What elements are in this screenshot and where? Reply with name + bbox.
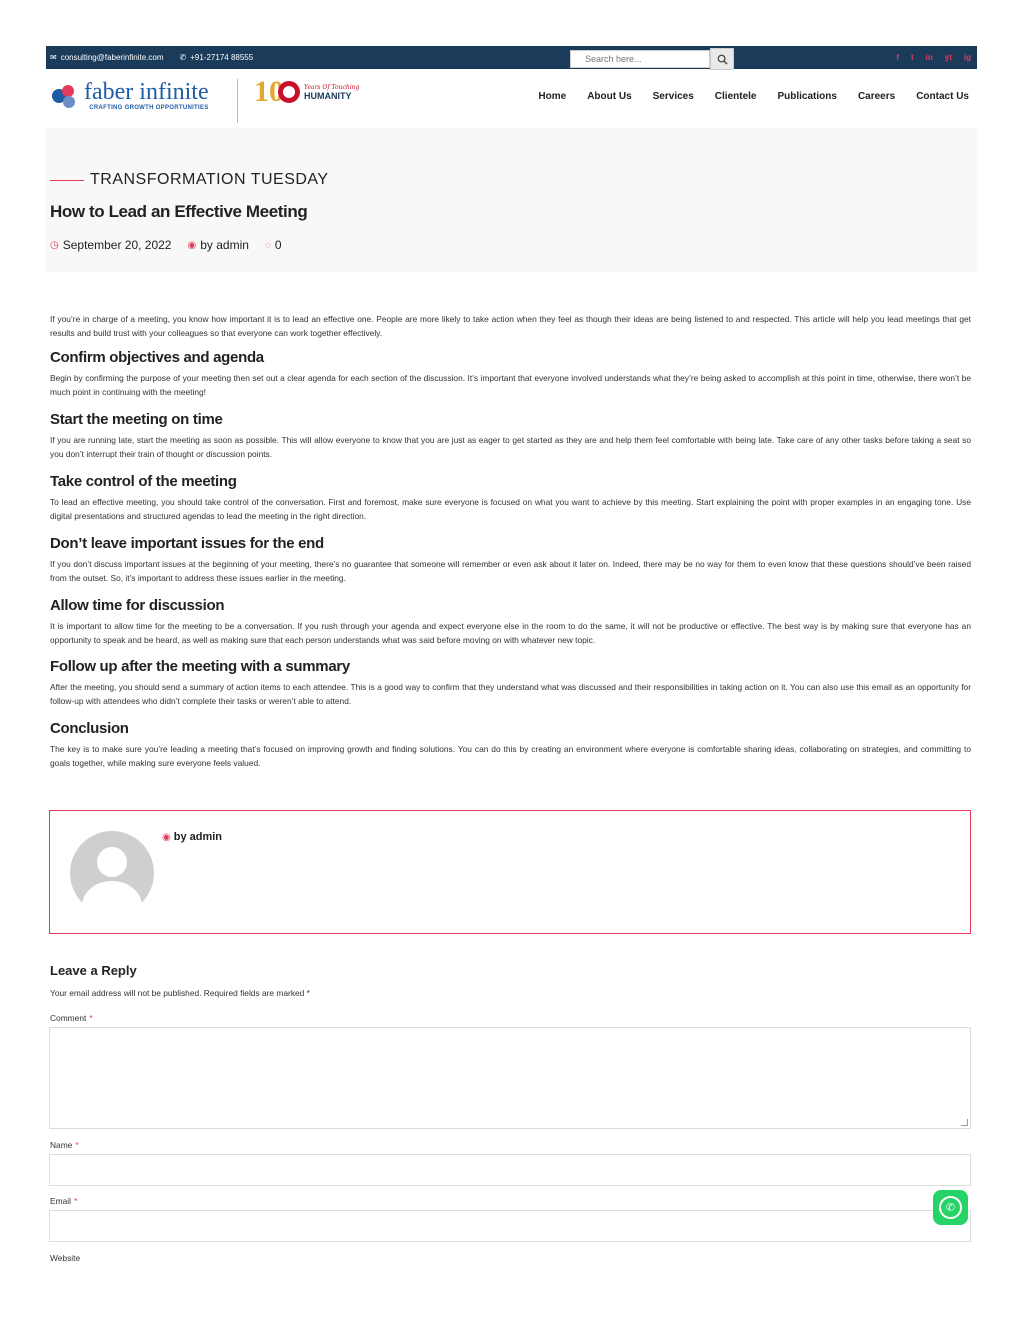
nav-home[interactable]: Home bbox=[538, 91, 567, 102]
clock-icon: ◷ bbox=[50, 239, 59, 251]
website-label bbox=[50, 1253, 80, 1263]
top-bar bbox=[46, 46, 977, 69]
reply-note: Your email address will not be published. Required fields are marked * bbox=[50, 988, 310, 998]
name-label bbox=[50, 1140, 79, 1150]
logo-divider bbox=[237, 79, 238, 123]
required-mark: * bbox=[75, 1140, 79, 1150]
nav-services[interactable]: Services bbox=[652, 91, 694, 102]
phone-icon: ✆ bbox=[179, 53, 187, 62]
main-nav bbox=[517, 91, 969, 102]
section-body: If you are running late, start the meeting as soon as possible. This will allow everyone to know that you are just as eager to get started as they are and help them feel comfortable with being late. Take care of any other tasks before taking a seat so you don’t interrupt their train of thought or discussion points. bbox=[50, 435, 971, 459]
phone-text: +91-27174 88555 bbox=[190, 53, 254, 62]
search-bar bbox=[570, 48, 734, 70]
post-meta bbox=[50, 238, 298, 252]
post-author[interactable] bbox=[187, 238, 248, 252]
anniversary-badge bbox=[254, 75, 359, 109]
facebook-icon[interactable]: f bbox=[896, 53, 899, 62]
post-comments[interactable] bbox=[265, 238, 282, 252]
whatsapp-icon: ✆ bbox=[939, 1196, 962, 1219]
comment-textarea[interactable] bbox=[49, 1027, 971, 1129]
search-input[interactable] bbox=[570, 50, 710, 68]
author-link[interactable] bbox=[162, 831, 222, 843]
author-name-text: by admin bbox=[173, 831, 223, 843]
nav-about-us[interactable]: About Us bbox=[587, 91, 632, 102]
section-heading: Follow up after the meeting with a summary bbox=[50, 658, 350, 675]
site-header bbox=[46, 69, 977, 127]
comment-label-text: Comment bbox=[50, 1013, 87, 1023]
avatar bbox=[70, 831, 154, 915]
instagram-icon[interactable]: ig bbox=[963, 53, 971, 62]
post-intro: If you’re in charge of a meeting, you know how important it is to lead an effective one. People are more likely to take action when they feel as though their ideas are being listened to and respected. This article will help you lead meetings that get results and build trust with your colleagues so that everyone can work together effectively. bbox=[50, 314, 971, 338]
search-icon bbox=[717, 54, 728, 65]
required-mark: * bbox=[89, 1013, 93, 1023]
category-label: TRANSFORMATION TUESDAY bbox=[90, 171, 329, 188]
whatsapp-button[interactable] bbox=[933, 1190, 968, 1225]
post-author-text: by admin bbox=[200, 238, 249, 252]
brand-tagline: CRAFTING GROWTH OPPORTUNITIES bbox=[89, 105, 209, 111]
logo-mark-icon bbox=[52, 83, 78, 109]
website-label-text: Website bbox=[50, 1253, 81, 1263]
youtube-icon[interactable]: yt bbox=[944, 53, 952, 62]
post-date-text: September 20, 2022 bbox=[62, 238, 172, 252]
email-label-text: Email bbox=[50, 1196, 71, 1206]
section-body: It is important to allow time for the meeting to be a conversation. If you rush through your agenda and expect everyone else in the room to do the same, it will not be productive or effective. The best way is by making sure that everyone has an opportunity to speak and be heard, as well as making sure that each person understands what was said before moving on with whatever new topic. bbox=[50, 621, 971, 645]
post-date[interactable] bbox=[50, 238, 171, 252]
reply-title: Leave a Reply bbox=[50, 963, 137, 978]
nav-careers[interactable]: Careers bbox=[857, 91, 896, 102]
anniversary-line1: Years Of Touching bbox=[304, 83, 360, 91]
anniversary-number: 10 bbox=[254, 75, 284, 108]
post-comments-count: 0 bbox=[274, 238, 282, 252]
section-body: Begin by confirming the purpose of your meeting then set out a clear agenda for each section of the discussion. It’s important that everyone involved understands what they’re being asked to accomplish at this point in time, otherwise, there won’t be much point in continuing with the meeting! bbox=[50, 373, 971, 397]
email-label bbox=[50, 1196, 77, 1206]
linkedin-icon[interactable]: in bbox=[925, 53, 933, 62]
section-body: If you don’t discuss important issues at the beginning of your meeting, there’s no guarantee that someone will remember or even ask about it later on. Indeed, there may be no way for them to even know that these questions should’ve been raised from the outset. So, it’s important to address these issues earlier in the meeting. bbox=[50, 559, 971, 583]
category-line bbox=[50, 180, 84, 181]
post-title: How to Lead an Effective Meeting bbox=[50, 202, 308, 221]
section-heading: Take control of the meeting bbox=[50, 473, 237, 490]
comment-icon: ◌ bbox=[264, 239, 271, 251]
section-heading: Allow time for discussion bbox=[50, 597, 225, 614]
section-heading: Start the meeting on time bbox=[50, 411, 223, 428]
email-field[interactable] bbox=[49, 1210, 971, 1242]
post-hero bbox=[46, 128, 977, 272]
brand-name: faber infinite bbox=[84, 79, 209, 105]
user-icon: ◉ bbox=[187, 239, 197, 251]
name-field[interactable] bbox=[49, 1154, 971, 1186]
anniversary-line2: HUMANITY bbox=[304, 90, 352, 101]
comment-label bbox=[50, 1013, 93, 1023]
swoosh-icon bbox=[278, 81, 300, 103]
nav-contact-us[interactable]: Contact Us bbox=[916, 91, 969, 102]
contact-email[interactable] bbox=[50, 53, 164, 62]
contact-phone[interactable] bbox=[180, 53, 254, 62]
post-category[interactable] bbox=[50, 171, 329, 189]
email-text: consulting@faberinfinite.com bbox=[60, 53, 164, 62]
name-label-text: Name bbox=[50, 1140, 73, 1150]
section-heading: Don’t leave important issues for the end bbox=[50, 535, 324, 552]
required-mark: * bbox=[73, 1196, 78, 1206]
user-icon: ◉ bbox=[162, 831, 171, 843]
section-body: To lead an effective meeting, you should take control of the conversation. First and foremost, make sure everyone is focused on what you want to achieve by this meeting. Start explaining the point with proper examples in an engaging tone. Use digital presentations and structured agendas to lead the meeting in the right direction. bbox=[50, 497, 971, 521]
nav-publications[interactable]: Publications bbox=[777, 91, 837, 102]
site-logo[interactable] bbox=[52, 81, 209, 111]
social-links bbox=[884, 46, 971, 69]
section-body: The key is to make sure you’re leading a meeting that’s focused on improving growth and finding solutions. You can do this by creating an environment where everyone is comfortable sharing ideas, collaborating on strategies, and committing to goals together, while making sure everyone feels valued. bbox=[50, 744, 971, 768]
mail-icon: ✉ bbox=[50, 53, 57, 62]
author-box bbox=[49, 810, 971, 934]
section-body: After the meeting, you should send a summary of action items to each attendee. This is a good way to confirm that they understand what was discussed and their responsibilities in taking action on it. You can also use this email as an opportunity for follow-up with attendees who didn’t complete their tasks or weren’t able to attend. bbox=[50, 682, 971, 706]
search-button[interactable] bbox=[710, 48, 734, 70]
section-heading: Conclusion bbox=[50, 720, 129, 737]
nav-clientele[interactable]: Clientele bbox=[714, 91, 757, 102]
twitter-icon[interactable]: t bbox=[910, 53, 914, 62]
section-heading: Confirm objectives and agenda bbox=[50, 349, 264, 366]
